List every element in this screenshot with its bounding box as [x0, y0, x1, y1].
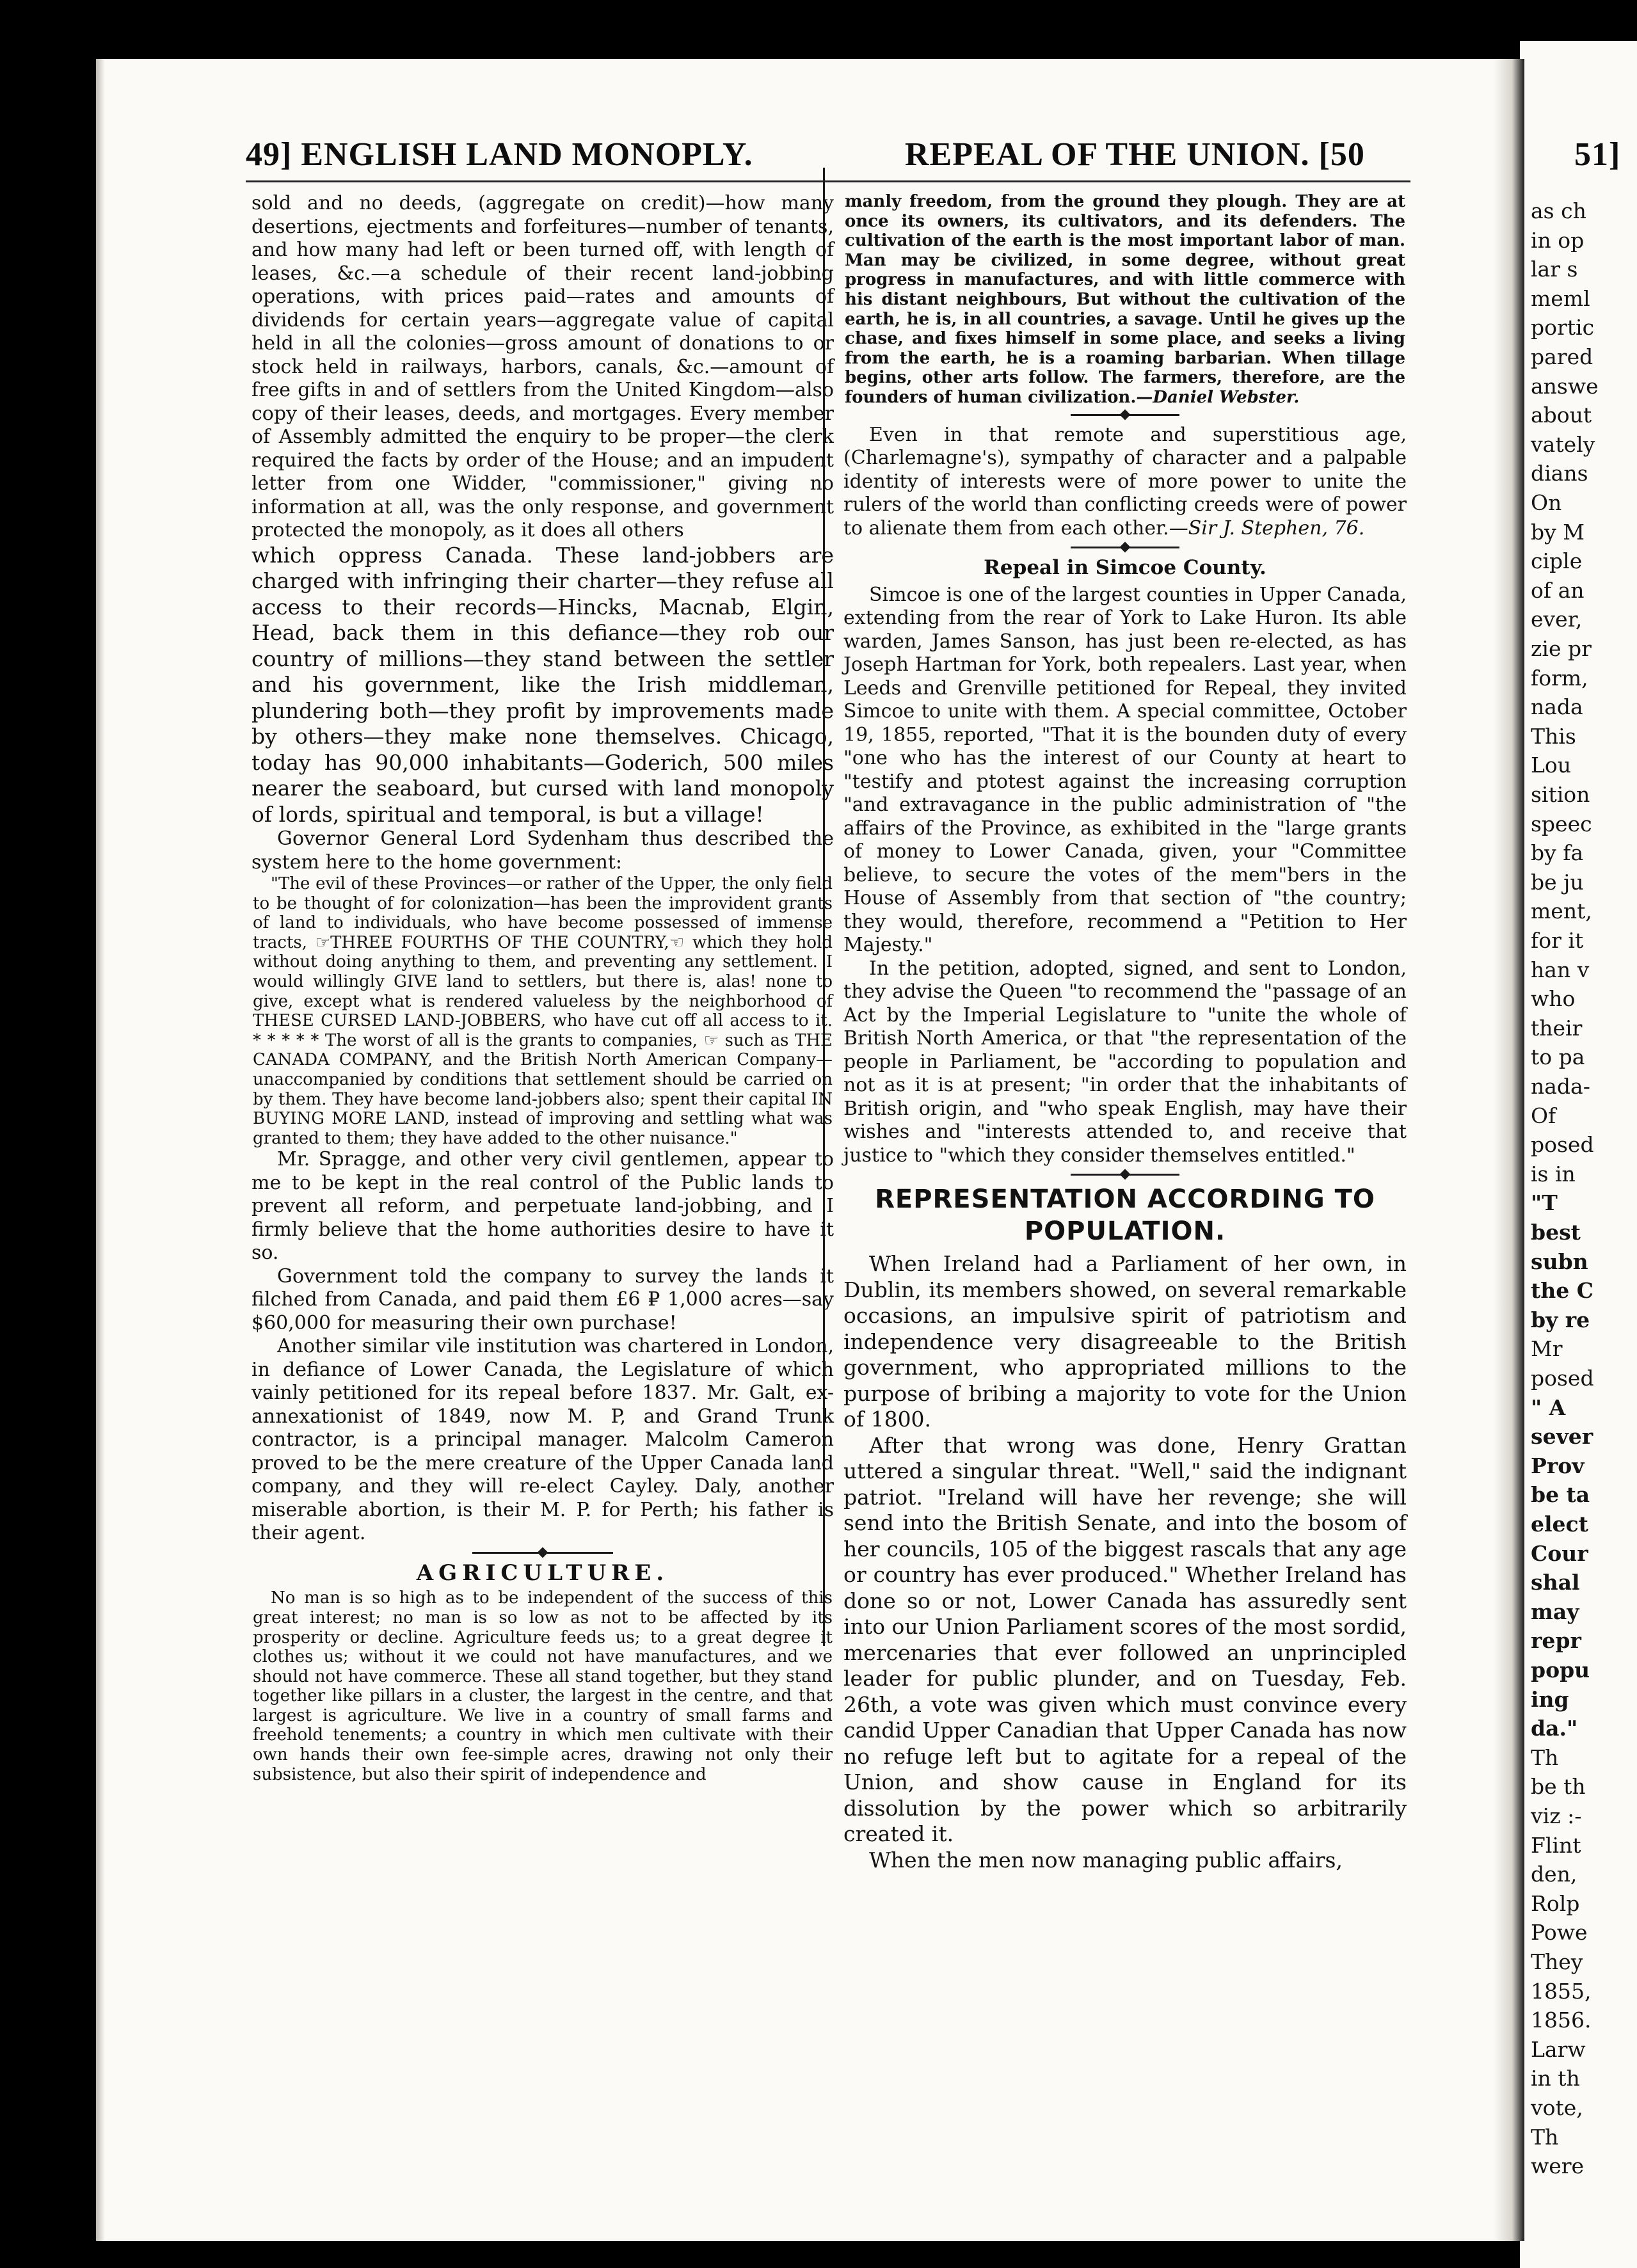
next-page-line: of an: [1531, 577, 1585, 603]
next-page-line: Rolp: [1531, 1890, 1580, 1916]
next-page-line: vote,: [1531, 2095, 1583, 2120]
next-page-line: for it: [1531, 928, 1584, 953]
next-page-line: best: [1531, 1220, 1581, 1245]
next-page-line: their: [1531, 1015, 1583, 1041]
next-page-line: Mr: [1531, 1336, 1563, 1362]
next-page-line: in op: [1531, 227, 1585, 253]
attribution: —Sir J. Stephen, 76.: [1169, 516, 1365, 539]
next-page-line: shal: [1531, 1570, 1580, 1595]
next-page-line: form,: [1531, 665, 1588, 691]
next-page-line: be ta: [1531, 1482, 1590, 1508]
extract-text: [845, 192, 1405, 408]
next-page-line: 1855,: [1531, 1978, 1592, 2004]
next-page-line: repr: [1531, 1628, 1581, 1654]
next-page-line: da.": [1531, 1716, 1578, 1741]
next-page-line: as ch: [1531, 198, 1586, 223]
next-page-line: "T: [1531, 1190, 1558, 1216]
next-page-line: about: [1531, 403, 1592, 428]
next-page-line: meml: [1531, 285, 1590, 311]
next-page-line: elect: [1531, 1512, 1588, 1537]
next-page-line: Cour: [1531, 1540, 1588, 1566]
section-rule: [1071, 1174, 1179, 1176]
page-edge-shadow: [96, 59, 105, 2241]
paragraph: Simcoe is one of the largest counties in Upper Canada, extending from the rear of York to Lake Huron. Its able warden, James Sanson, has just been re-elected, as has Joseph Hartman for York, both repealers. Last year, when Leeds and Grenville petitioned for Repeal, they invited Simcoe to unite with them. A special committee, October 19, 1855, reported, "That it is the bounden duty of every "one who has the interest of our County at heart to "testify and ptotest against the increasing corruption "and extravagance in the public administration of "the affairs of the Province, as exhibited in the "large grants of money to Lower Canada, given, your "Committee believe, to secure the votes of the mem"bers in the House of Assembly from that section of "the country; they would, therefore, recommend a "Petition to Her Majesty.": [843, 583, 1407, 957]
next-page-line: ing: [1531, 1686, 1569, 1712]
next-page-line: vately: [1531, 431, 1595, 457]
extract-body: manly freedom, from the ground they plough. They are at once its owners, its cultivators, and its defenders. The cultivation of the earth is the most important labor of man. Man may be civilized, in some degree, without great progress in manufactures, and with little commerce with his distant neighbours, But without the cultivation of the earth, he is, in all countries, a savage. Until he gives up the chase, and fixes himself in some place, and seeks a living from the earth, he is a roaming barbarian. When tillage begins, other arts follow. The farmers, therefore, are the founders of human civilization.: [845, 192, 1405, 407]
next-page-line: to pa: [1531, 1044, 1585, 1070]
paragraph: When the men now managing public affairs,: [869, 1847, 1343, 1873]
next-page-line: ever,: [1531, 607, 1583, 632]
next-page-line: den,: [1531, 1862, 1577, 1887]
agriculture-extract: [252, 1588, 834, 1784]
next-page-line: in th: [1531, 2066, 1580, 2091]
header-rule: [246, 180, 1410, 182]
right-column: [843, 192, 1407, 1873]
next-page-line: speec: [1531, 811, 1592, 836]
next-page-line: Flint: [1531, 1832, 1581, 1858]
next-page-line: pared: [1531, 344, 1593, 369]
paragraph: Governor General Lord Sydenham thus described the system here to the home government:: [252, 827, 834, 874]
paragraph: When Ireland had a Parliament of her own, in Dublin, its members showed, on several remarkable occasions, an impulsive spirit of patriotism and independence very disagreeable to the British government, who appropriated millions to the purpose of bribing a majority to vote for the Union of 1800.: [843, 1251, 1407, 1432]
running-head-right: REPEAL OF THE UNION. [50: [905, 136, 1365, 173]
paragraph: Mr. Spragge, and other very civil gentlemen, appear to me to be kept in the real control of the Public lands to prevent all reform, and perpetuate land-jobbing, and I firmly believe that the home authorities desire to have it so.: [252, 1148, 834, 1265]
next-page-line: zie pr: [1531, 636, 1592, 661]
next-page-line: Larw: [1531, 2036, 1586, 2062]
next-page-line: be th: [1531, 1774, 1586, 1800]
paragraph: Government told the company to survey the lands it filched from Canada, and paid them £6 ₽ 1,000 acres—say $60,000 for measuring their own purchase!: [252, 1265, 834, 1334]
section-heading-representation: REPRESENTATION ACCORDING TO POPULATION.: [875, 1185, 1375, 1247]
next-page-line: ment,: [1531, 898, 1592, 924]
quote-text: "The evil of these Provinces—or rather of the Upper, the only field to be thought of for colonization—has been the improvident grants of land to individuals, who have become possessed of immense tracts, ☞THREE FOURTHS OF THE COUNTRY,☜ which they hold without doing anything to them, and preventing any settlement. I would willingly GIVE land to settlers, but there is, alas! none to give, except what is rendered valueless by the neighborhood of THESE CURSED LAND-JOBBERS, who have cut off all access to it. * * * * * The worst of all is the grants to companies, ☞ such as THE CANADA COMPANY, and the British North American Company—unaccompanied by conditions that settlement should be carried on by them. They have become land-jobbers also; spent their capital IN BUYING MORE LAND, instead of improving and settling what was granted to them; they have added to the other nuisance.": [253, 874, 833, 1148]
attribution: —Daniel Webster.: [1136, 387, 1300, 407]
agriculture-extract-continued: [843, 192, 1407, 408]
next-page-line: 1856.: [1531, 2008, 1592, 2033]
book-gutter: [1494, 59, 1524, 2241]
next-page-line: who: [1531, 986, 1576, 1012]
next-page-line: dians: [1531, 461, 1588, 486]
left-column: [252, 192, 834, 1784]
paragraph: sold and no deeds, (aggregate on credit)—how many desertions, ejectments and forfeitures—number of tenants, and how many had left or been turned off, with length of leases, &c.—a schedule of their recent land-jobbing operations, with prices paid—rates and amounts of dividends for certain years—aggregate value of capital held in all the colonies—gross amount of donations to or stock held in railways, harbors, canals, &c.—amount of free gifts in and of settlers from the United Kingdom—also copy of their leases, deeds, and mortgages. Every member of Assembly admitted the enquiry to be proper—the clerk required the facts by order of the House; and an impudent letter from one Widder, "commissioner," giving no information at all, was the only response, and government protected the monopoly, as it does all others: [252, 192, 834, 541]
next-page-line: answe: [1531, 373, 1599, 399]
section-heading-simcoe: Repeal in Simcoe County.: [984, 556, 1266, 580]
next-page-line: is in: [1531, 1161, 1576, 1186]
next-page-line: ciple: [1531, 548, 1583, 574]
next-page-line: nada-: [1531, 1074, 1590, 1099]
next-page-line: Powe: [1531, 1920, 1588, 1945]
next-page-line: Prov: [1531, 1453, 1585, 1478]
next-page-line: Of: [1531, 1103, 1556, 1128]
paragraph: Another similar vile institution was chartered in London, in defiance of Lower Canada, the Legislature of which vainly petitioned for its repeal before 1837. Mr. Galt, ex-annexationist of 1849, now M. P, and Grand Trunk contractor, is a principal manager. Malcolm Cameron proved to be the mere creature of the Upper Canada land company, and they will re-elect Cayley. Daly, another miserable abortion, is their M. P. for Perth; his father is their agent.: [252, 1335, 834, 1545]
next-page-line: popu: [1531, 1657, 1590, 1682]
paragraph: In the petition, adopted, signed, and sent to London, they advise the Queen "to recommend the "passage of an Act by the Imperial Legislature to "unite the whole of British North America, or that "the representation of the people in Parliament, be "according to population and not as it is at present; "in order that the inhabitants of British origin, and "who speak English, may have their wishes and "interests attended to, and receive that justice to "which they consider themselves entitled.": [843, 957, 1407, 1167]
next-page-line: nada: [1531, 694, 1583, 720]
paragraph: [843, 424, 1407, 541]
next-page-line: Lou: [1531, 753, 1572, 778]
next-page-line: viz :-: [1531, 1803, 1582, 1828]
next-page-line: sever: [1531, 1424, 1593, 1449]
paragraph: After that wrong was done, Henry Grattan uttered a singular threat. "Well," said the indignant patriot. "Ireland will have her revenge; she will send into the British Senate, and into the bosom of her councils, 105 of the biggest rascals that any age or country has ever produced." Whether Ireland has done so or not, Lower Canada has assuredly sent into our Union Parliament scores of the most sordid, mercenaries that ever followed an unprincipled leader for public plunder, and on Tuesday, Feb. 26th, a vote was given which must convince every candid Upper Canadian that Upper Canada has now no refuge left but to agitate for a repeal of the Union, and show cause in England for its dissolution by the power which so arbitrarily created it.: [843, 1432, 1407, 1847]
next-page-line: han v: [1531, 957, 1590, 982]
next-page-line: by fa: [1531, 840, 1584, 866]
paragraph: which oppress Canada. These land-jobbers are charged with infringing their charter—they refuse all access to their records—Hincks, Macnab, Elgin, Head, back them in this defiance—they rob our country of millions—they stand between the settler and his government, like the Irish middleman, plundering both—they profit by improvements made by others—they make none themselves. Chicago, today has 90,000 inhabitants—Goderich, 500 miles nearer the seaboard, but cursed with land monopoly of lords, spiritual and temporal, is but a village!: [252, 542, 834, 827]
next-page-line: lar s: [1531, 257, 1578, 282]
section-heading-agriculture: AGRICULTURE.: [416, 1560, 669, 1586]
sydenham-quote: [252, 874, 834, 1148]
next-page-line: Th: [1531, 1745, 1559, 1770]
stephen-quote: Even in that remote and superstitious age, (Charlemagne's), sympathy of character and a palpable identity of interests were of more power to unite the rulers of the world than conflicting creeds were of power to alienate them from each other.: [843, 423, 1407, 539]
next-page-line: by re: [1531, 1307, 1590, 1332]
section-rule: [1071, 547, 1179, 548]
next-page-line: be ju: [1531, 869, 1584, 895]
extract-text: No man is so high as to be independent of the success of this great interest; no man is so low as not to be affected by its prosperity or decline. Agriculture feeds us; to a great degree it clothes us; without it we could not have manufactures, and we should not have commerce. These all stand together, but they stand together like pillars in a cluster, the largest in the centre, and that largest is agriculture. We live in a country of small farms and freehold tenements; a country in which men cultivate with their own hands their own fee-simple acres, drawing not only their subsistence, but also their spirit of independence and: [253, 1588, 833, 1784]
next-page-line: were: [1531, 2153, 1585, 2179]
next-page-line: " A: [1531, 1394, 1566, 1420]
next-page-line: posed: [1531, 1366, 1594, 1391]
next-page-line: posed: [1531, 1132, 1594, 1158]
next-page-line: They: [1531, 1949, 1583, 1974]
next-page-line: the C: [1531, 1278, 1593, 1304]
next-page-line: This: [1531, 723, 1576, 749]
next-page-line: Th: [1531, 2124, 1559, 2150]
next-page-line: may: [1531, 1599, 1579, 1624]
next-page-line: subn: [1531, 1249, 1588, 1274]
next-page-number: 51]: [1574, 136, 1621, 173]
section-rule: [1071, 414, 1179, 416]
next-page-line: sition: [1531, 782, 1590, 807]
section-rule: [472, 1552, 613, 1554]
running-head-left: 49] ENGLISH LAND MONOPLY.: [246, 136, 753, 173]
next-page-line: On: [1531, 490, 1562, 515]
next-page-line: by M: [1531, 519, 1585, 545]
next-page-line: portic: [1531, 315, 1595, 340]
